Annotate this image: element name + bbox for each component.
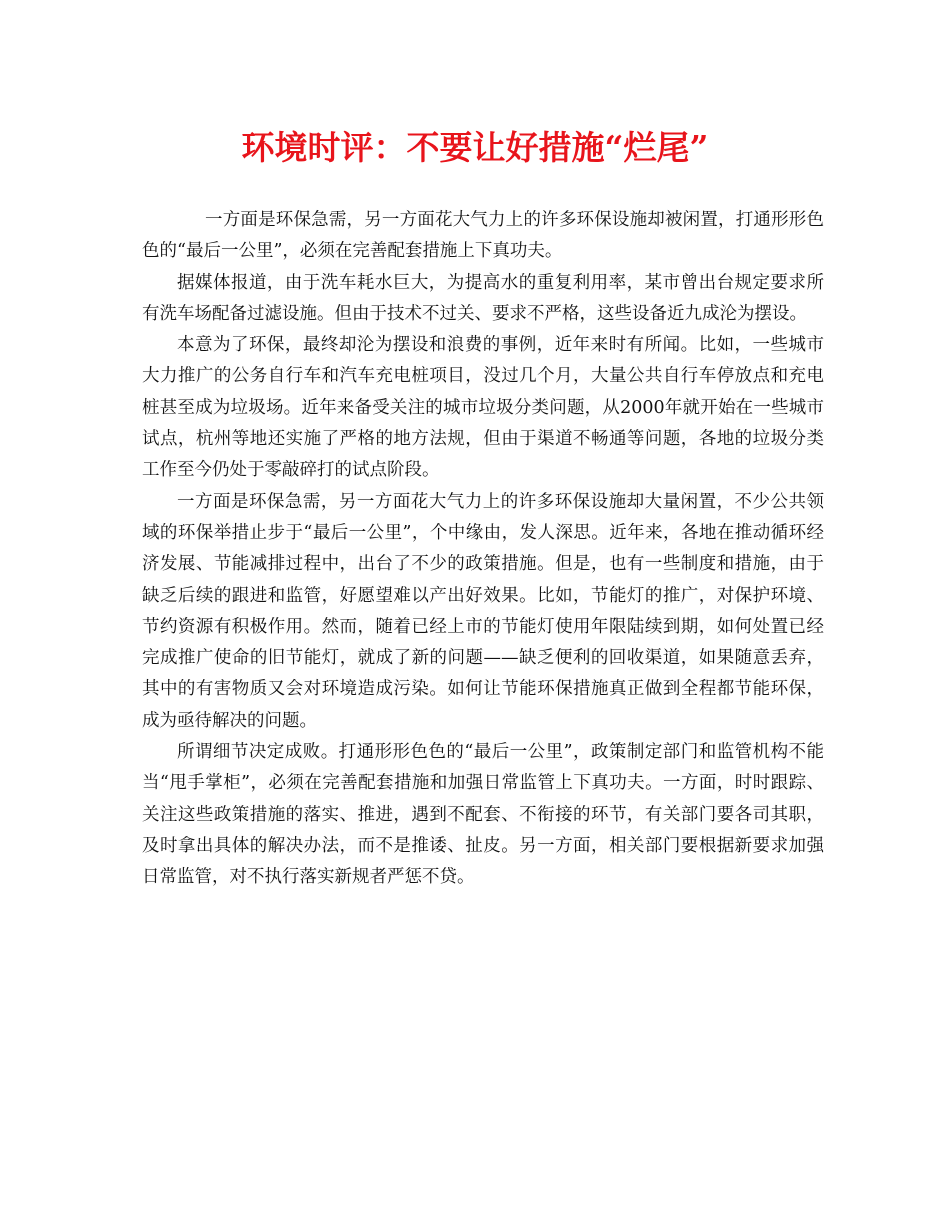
paragraph-summary: 一方面是环保急需，另一方面花大气力上的许多环保设施却被闲置，打通形形色色的“最后一公里”，必须在完善配套措施上下真功夫。 — [142, 210, 824, 262]
paragraph-conclusion: 所谓细节决定成败。打通形形色色的“最后一公里”，政策制定部门和监管机构不能当“甩手掌柜”，必须在完善配套措施和加强日常监管上下真功夫。一方面，时时跟踪、关注这些政策措施的落实、推进，遇到不配套、不衔接的环节，有关部门要各司其职，及时拿出具体的解决办法，而不是推诿、扯皮。另一方面，相关部门要根据新要求加强日常监管，对不执行落实新规者严惩不贷。 — [142, 742, 824, 888]
article-title: 环境时评：不要让好措施“烂尾” — [241, 128, 709, 167]
article-body — [142, 205, 824, 894]
paragraph-examples: 本意为了环保，最终却沦为摆设和浪费的事例，近年来时有所闻。比如，一些城市大力推广的公务自行车和汽车充电桩项目，没过几个月，大量公共自行车停放点和充电桩甚至成为垃圾场。近年来备受关注的城市垃圾分类问题，从2000年就开始在一些城市试点，杭州等地还实施了严格的地方法规，但由于渠道不畅通等问题，各地的垃圾分类工作至今仍处于零敲碎打的试点阶段。 — [142, 335, 824, 481]
paragraph-car-wash: 据媒体报道，由于洗车耗水巨大，为提高水的重复利用率，某市曾出台规定要求所有洗车场配备过滤设施。但由于技术不过关、要求不严格，这些设备近九成沦为摆设。 — [142, 272, 824, 324]
paragraph-analysis: 一方面是环保急需，另一方面花大气力上的许多环保设施却大量闲置，不少公共领域的环保举措止步于“最后一公里”，个中缘由，发人深思。近年来，各地在推动循环经济发展、节能减排过程中，出台了不少的政策措施。但是，也有一些制度和措施，由于缺乏后续的跟进和监管，好愿望难以产出好效果。比如，节能灯的推广，对保护环境、节约资源有积极作用。然而，随着已经上市的节能灯使用年限陆续到期，如何处置已经完成推广使命的旧节能灯，就成了新的问题——缺乏便利的回收渠道，如果随意丢弃，其中的有害物质又会对环境造成污染。如何让节能环保措施真正做到全程都节能环保，成为亟待解决的问题。 — [142, 491, 824, 731]
